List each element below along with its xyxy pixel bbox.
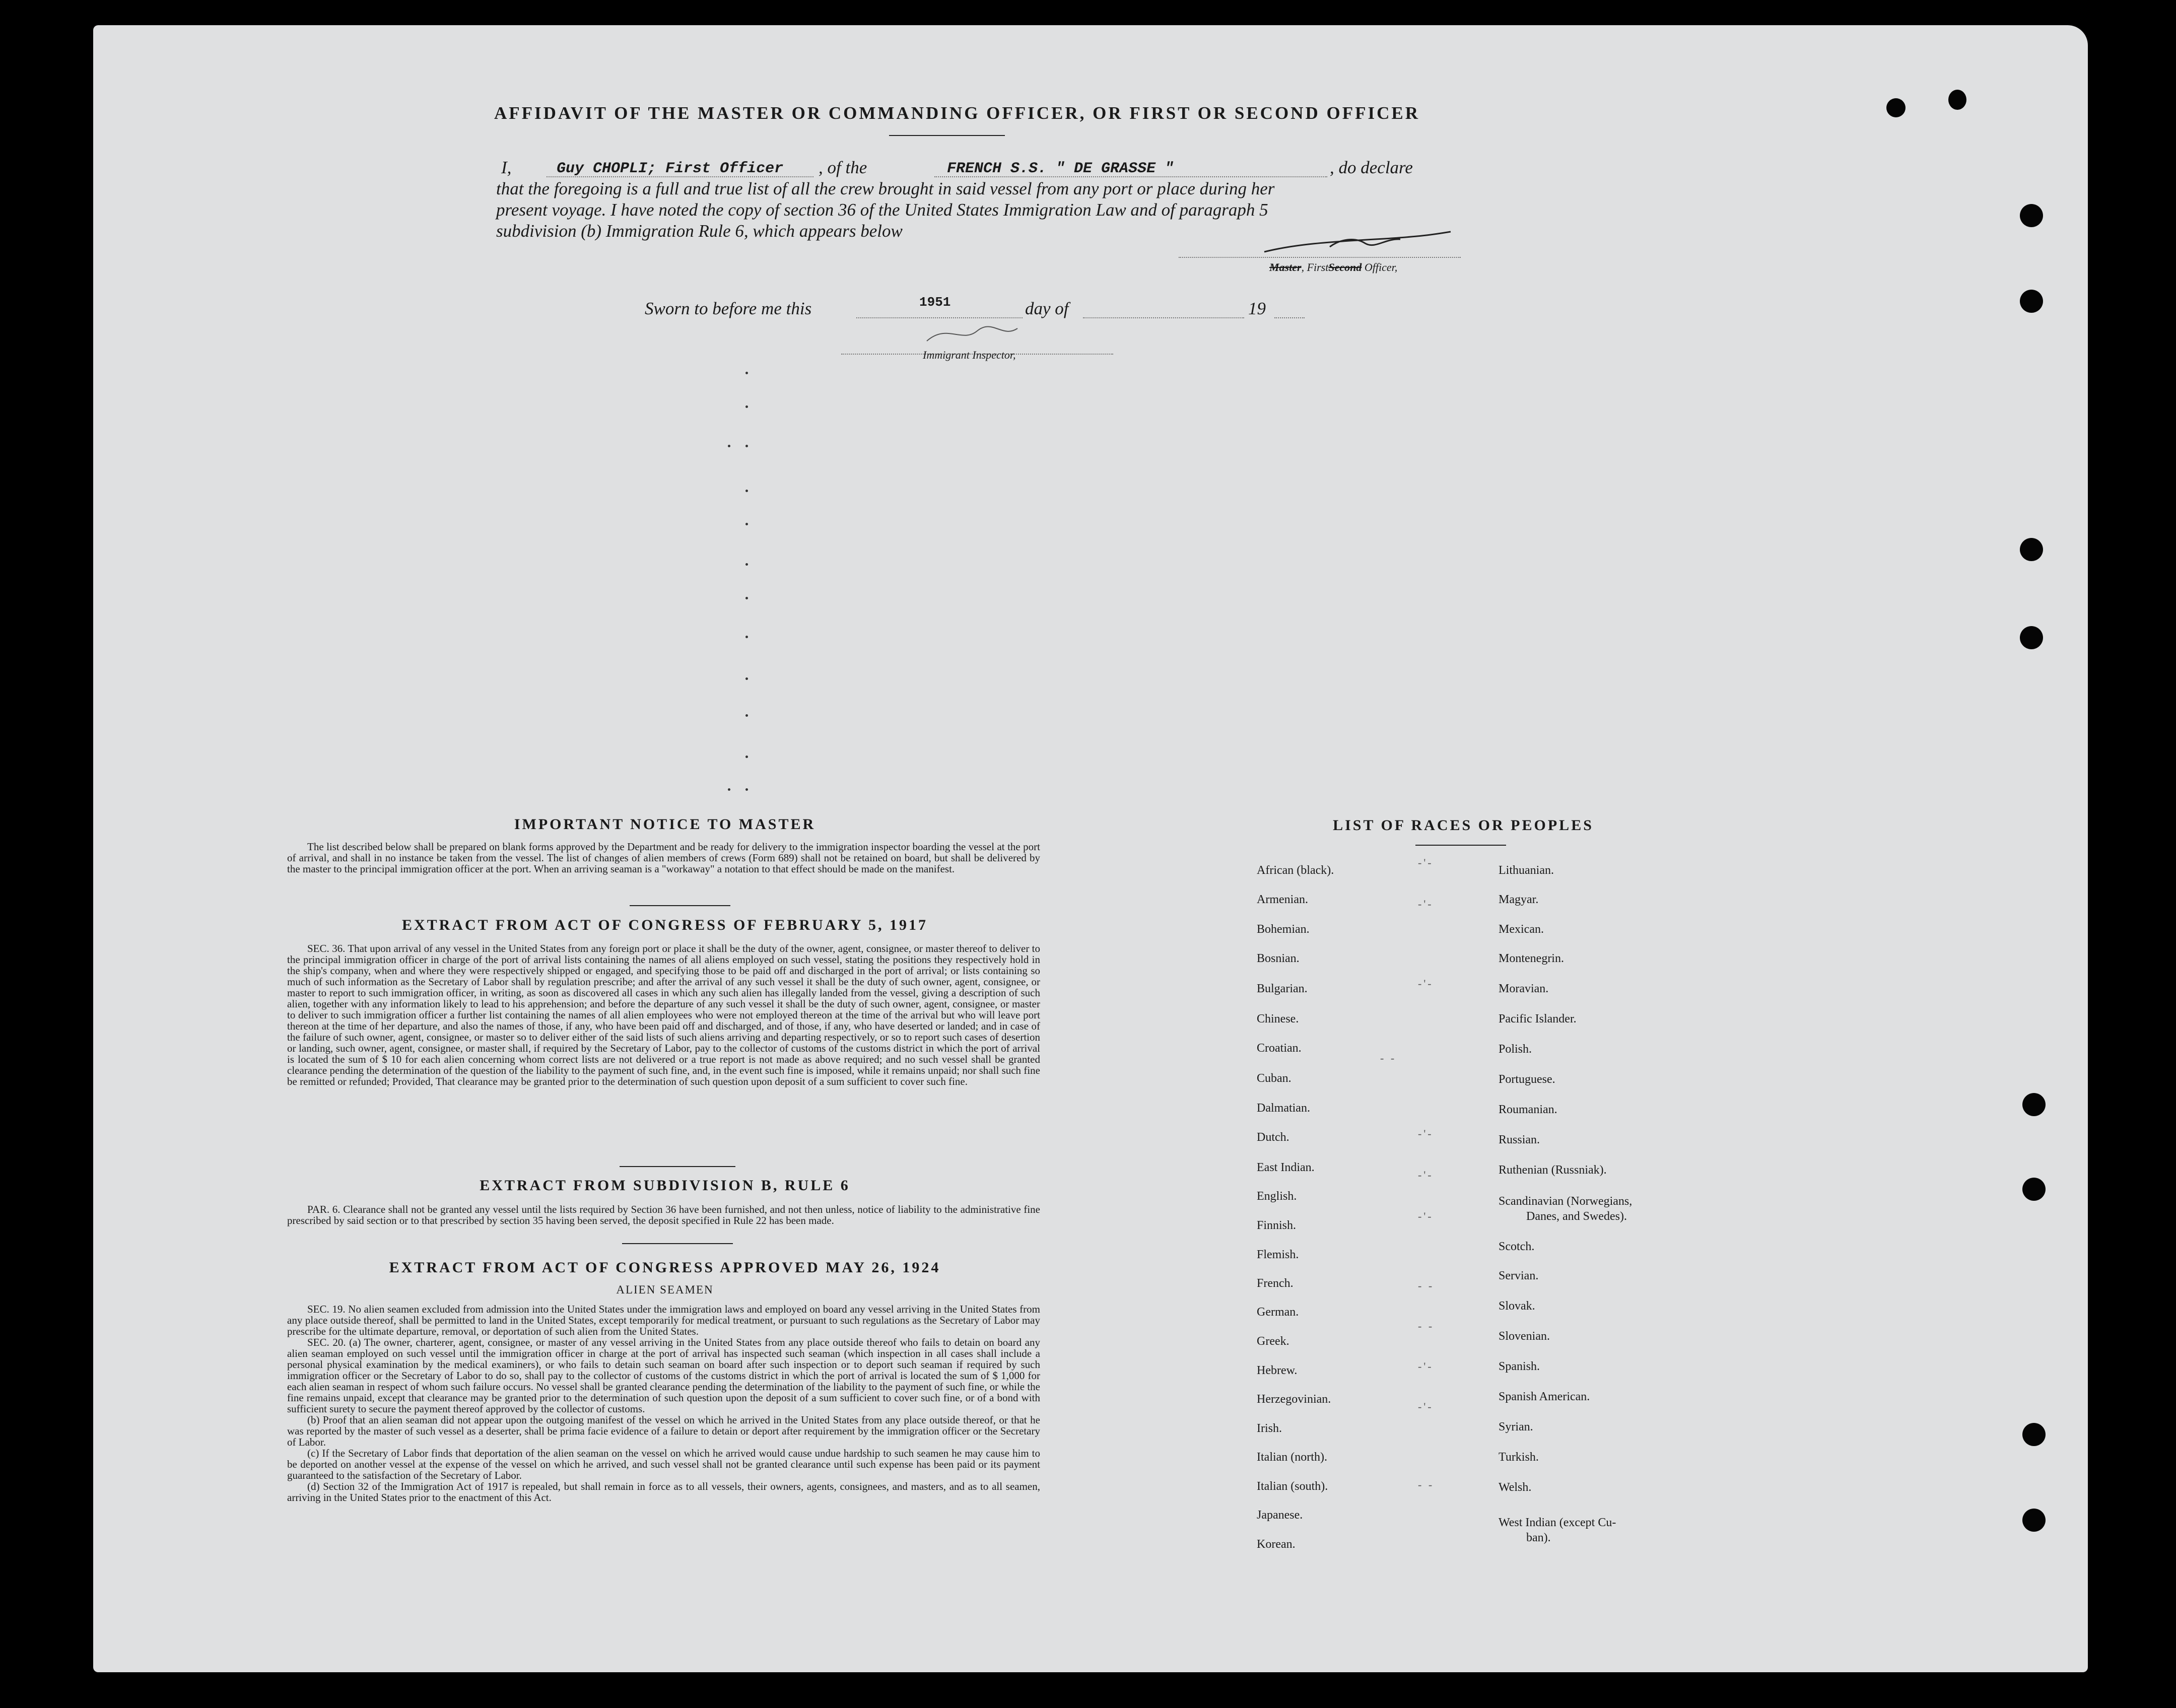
stray-mark: [745, 714, 748, 717]
race-item: Moravian.: [1499, 982, 1549, 995]
declaration-line-2: that the foregoing is a full and true list of all the crew brought in said vessel from any port or place during her: [496, 179, 1275, 198]
race-item: Lithuanian.: [1499, 864, 1554, 877]
act1917-body: [287, 943, 1040, 1087]
stray-mark: -'-: [1418, 1169, 1434, 1181]
rule6-body: [287, 1204, 1040, 1226]
stray-mark: [745, 372, 748, 374]
act1917-divider: [620, 1166, 735, 1167]
punch-hole: [2020, 538, 2043, 561]
stray-mark: [745, 405, 748, 408]
race-item: English.: [1257, 1190, 1297, 1203]
officer-label: Officer,: [1364, 261, 1398, 274]
act1924-section-20a: SEC. 20. (a) The owner, charterer, agent, consignee, or master of any vessel arriving in the United States from any place outside thereof who fails to detain on board any alien seaman employed on such vessel until the immigration officer in charge at the port of arrival has inspected such seaman (which inspection in all cases shall include a personal physical examination by the medical examiners), or who fails to detain such seaman on board after such inspection or to deport such seaman if required by such immigration officer or the Secretary of Labor to do so, shall pay to the collector of customs of the customs district in which the port of arrival is located the sum of $ 1,000 for each alien seaman in respect of whom such failure occurs. No vessel shall be granted clearance pending the determination of the liability to the payment of such fine, or while the fine remains unpaid, except that clearance may be granted prior to the determination of such question upon the deposit of a sum sufficient to cover such fine, or of a bond with sufficient surety to secure the payment thereof approved by the collector of customs.: [287, 1336, 1040, 1415]
punch-hole: [1948, 90, 1966, 110]
race-item: Bohemian.: [1257, 923, 1310, 936]
punch-hole: [2020, 290, 2043, 313]
race-item: Armenian.: [1257, 893, 1308, 906]
race-item: Mexican.: [1499, 923, 1544, 936]
race-item: Pacific Islander.: [1499, 1012, 1577, 1026]
race-item: Polish.: [1499, 1043, 1532, 1056]
notice-header: IMPORTANT NOTICE TO MASTER: [514, 816, 816, 833]
race-item: Finnish.: [1257, 1219, 1297, 1232]
race-item: Italian (north).: [1257, 1451, 1327, 1464]
notice-divider: [630, 905, 730, 906]
race-item: Slovak.: [1499, 1300, 1535, 1313]
vessel-underline: [934, 176, 1327, 177]
stray-mark: - -: [1418, 1320, 1435, 1332]
race-item: Turkish.: [1499, 1451, 1539, 1464]
race-item: Welsh.: [1499, 1481, 1532, 1494]
stray-mark: [745, 563, 748, 566]
stray-mark: [745, 490, 748, 492]
stray-mark: -'-: [1418, 977, 1434, 990]
stray-mark: [745, 523, 748, 525]
race-item: Dutch.: [1257, 1131, 1289, 1144]
punch-hole: [2022, 1093, 2046, 1116]
stray-mark: -'-: [1418, 856, 1434, 869]
race-item: Hebrew.: [1257, 1364, 1298, 1377]
race-item: Syrian.: [1499, 1420, 1533, 1433]
declaration-line-3: present voyage. I have noted the copy of section 36 of the United States Immigration Law and of paragraph 5: [496, 200, 1268, 220]
punch-hole: [1886, 98, 1906, 117]
act1924-header: EXTRACT FROM ACT OF CONGRESS APPROVED MAY 26, 1924: [389, 1259, 941, 1276]
act1917-section-36: SEC. 36. That upon arrival of any vessel in the United States from any foreign port or place it shall be the duty of the owner, agent, consignee, or master thereof to deliver to the principal immigration officer in charge of the port of arrival lists containing the names of all aliens employed on such vessel, stating the positions they respectively hold in the ship's company, when and where they were respectively shipped or engaged, and specifying those to be paid off and discharged in the port of arrival; or lists containing so much of such information as the Secretary of Labor shall by regulation prescribe; and after the arrival of any such vessel it shall be the duty of such owner, agent, consignee, or master to report to such immigration officer, in writing, as soon as discovered all cases in which any such alien has illegally landed from the vessel, giving a description of such alien, together with any information likely to lead to his apprehension; and before the departure of any such vessel it shall be the duty of such owner, agent, consignee, or master to deliver to such immigration officer a further list containing the names of all alien employees who were not employed thereon at the time of the arrival but who will leave port thereon at the time of her departure, and also the names of those, if any, who have been paid off and discharged, and of those, if any, who have deserted or landed; and in case of the failure of such owner, agent, consignee, or master so to deliver either of the said lists of such aliens arriving and departing respectively, or so to report such cases of desertion or landing, such owner, agent, consignee, or master shall, if required by the Secretary of Labor, pay to the collector of customs of the customs district in which the port of arrival is located the sum of $ 10 for each alien concerning whom correct lists are not delivered or a true report is not made as above required; and no such vessel shall be granted clearance pending the determination of the question of the liability to the payment of such fine, and, in the event such fine is imposed, while it remains unpaid; nor shall such fine be remitted or refunded; Provided, That clearance may be granted prior to the determination of such question upon deposit of a sum sufficient to cover such fine.: [287, 942, 1040, 1087]
stray-mark: [745, 445, 748, 447]
struck-second: Second: [1328, 261, 1362, 274]
stray-mark: - -: [1418, 1279, 1435, 1292]
day-of-label: day of: [1025, 299, 1069, 318]
name-underline: [547, 176, 813, 177]
title-divider: [889, 135, 1005, 136]
rule6-paragraph-6: PAR. 6. Clearance shall not be granted any vessel until the lists required by Section 36 have been furnished, and not then unless, notice of liability to the administrative fine prescribed by said section or to that prescribed by section 35 having been served, the deposit specified in Rule 22 has been made.: [287, 1203, 1040, 1226]
race-item: Korean.: [1257, 1538, 1296, 1551]
signature-line: [1179, 257, 1461, 258]
i-label: I,: [501, 158, 512, 177]
race-item: Cuban.: [1257, 1072, 1291, 1085]
act1924-section-20d: (d) Section 32 of the Immigration Act of 1917 is repealed, but shall remain in force as to all vessels, their owners, agents, consignees, and masters, and as to all seamen, arriving in the United States prior to the enactment of this Act.: [287, 1480, 1040, 1504]
punch-hole: [2022, 1509, 2046, 1532]
race-item: Greek.: [1257, 1335, 1289, 1348]
year-underline: [1274, 317, 1305, 318]
race-item: Chinese.: [1257, 1012, 1299, 1026]
race-item: Russian.: [1499, 1133, 1540, 1146]
punch-hole: [2020, 204, 2043, 227]
race-item: Flemish.: [1257, 1248, 1299, 1261]
race-item: African (black).: [1257, 864, 1334, 877]
year-stamp: 1951: [919, 295, 951, 310]
rule6-divider: [622, 1243, 733, 1244]
signature-caption: [1269, 261, 1397, 274]
officer-signature: [1254, 224, 1456, 264]
race-item: ban).: [1526, 1531, 1551, 1544]
act1917-header: EXTRACT FROM ACT OF CONGRESS OF FEBRUARY 5, 1917: [401, 917, 928, 933]
notice-paragraph: The list described below shall be prepared on blank forms approved by the Department and be ready for delivery to the immigration inspector boarding the vessel at the port of arrival, and shall in no instance be taken from the vessel. The list of changes of alien members of crews (Form 689) shall not be retained on board, but shall be delivered by the master to the principal immigration officer at the port. When an arriving seaman is a "workaway" a notation to that effect should be made on the manifest.: [287, 841, 1040, 875]
notice-body: [287, 841, 1040, 874]
stray-mark: [745, 636, 748, 638]
act1924-section-20c: (c) If the Secretary of Labor finds that deportation of the alien seaman on the vessel on which he arrived would cause undue hardship to such seamen he may cause him to be deported on another vessel at the expense of the vessel on which he arrived, and such vessel shall not be granted clearance until such expense has been paid or its payment guaranteed to the satisfaction of the Secretary of Labor.: [287, 1447, 1040, 1481]
stray-mark: [745, 788, 748, 791]
affidavit-title: AFFIDAVIT OF THE MASTER OR COMMANDING OFFICER, OR FIRST OR SECOND OFFICER: [494, 103, 1420, 123]
stray-mark: [728, 445, 730, 447]
stray-mark: -'-: [1418, 1360, 1434, 1373]
stray-mark: -'-: [1418, 1400, 1434, 1413]
race-item: Portuguese.: [1499, 1073, 1555, 1086]
act1924-section-19: SEC. 19. No alien seamen excluded from admission into the United States under the immigration laws and employed on board any vessel arriving in the United States from any place outside thereof, shall be permitted to land in the United States, except temporarily for medical treatment, or pursuant to such regulations as the Secretary of Labor may prescribe for the ultimate departure, removal, or deportation of such alien from the United States.: [287, 1303, 1040, 1337]
race-item: Spanish American.: [1499, 1390, 1590, 1403]
race-item: Servian.: [1499, 1269, 1539, 1282]
stray-mark: - -: [1418, 1478, 1435, 1491]
year-prefix: 19: [1248, 299, 1266, 318]
stray-mark: -'-: [1418, 898, 1434, 910]
race-item: Slovenian.: [1499, 1330, 1550, 1343]
vessel-name-field: FRENCH S.S. " DE GRASSE ": [947, 160, 1174, 177]
act1924-body: [287, 1304, 1040, 1503]
inspector-label: Immigrant Inspector,: [923, 349, 1016, 361]
race-item: Spanish.: [1499, 1360, 1540, 1373]
race-item: German.: [1257, 1306, 1299, 1319]
race-item: Bosnian.: [1257, 952, 1300, 965]
declaration-line-1: [496, 157, 1453, 178]
races-header: LIST OF RACES OR PEOPLES: [1333, 817, 1594, 834]
sworn-label: Sworn to before me this: [645, 299, 812, 318]
declaration-line-4: subdivision (b) Immigration Rule 6, which appears below: [496, 221, 903, 241]
punch-hole: [2020, 626, 2043, 649]
race-item: Roumanian.: [1499, 1103, 1557, 1116]
race-item: French.: [1257, 1277, 1294, 1290]
races-divider: [1415, 845, 1506, 846]
stray-mark: -'-: [1418, 1210, 1434, 1222]
race-item: Japanese.: [1257, 1509, 1303, 1522]
of-the-label: , of the: [819, 158, 867, 177]
stray-mark: -'-: [1418, 1127, 1434, 1140]
race-item: East Indian.: [1257, 1161, 1315, 1174]
first-label: , First: [1301, 261, 1329, 274]
punch-hole: [2022, 1178, 2046, 1201]
race-item: Croatian.: [1257, 1042, 1302, 1055]
act1924-subheader: ALIEN SEAMEN: [616, 1283, 714, 1296]
struck-master: Master: [1269, 261, 1302, 274]
stray-mark: - -: [1380, 1052, 1397, 1064]
race-item: Irish.: [1257, 1422, 1282, 1435]
do-declare-label: , do declare: [1330, 158, 1413, 177]
stray-mark: [745, 677, 748, 680]
race-item: Ruthenian (Russniak).: [1499, 1164, 1607, 1177]
month-underline: [1083, 317, 1244, 318]
officer-name-field: Guy CHOPLI; First Officer: [557, 160, 784, 177]
punch-hole: [2022, 1423, 2046, 1446]
stray-mark: [745, 597, 748, 599]
race-item: Scotch.: [1499, 1240, 1535, 1253]
race-item: Italian (south).: [1257, 1480, 1328, 1493]
race-item: Bulgarian.: [1257, 982, 1308, 995]
race-item: West Indian (except Cu-: [1499, 1516, 1616, 1529]
race-item: Magyar.: [1499, 893, 1539, 906]
inspector-signature: [917, 318, 1043, 349]
rule6-header: EXTRACT FROM SUBDIVISION B, RULE 6: [480, 1177, 850, 1194]
race-item: Scandinavian (Norwegians,: [1499, 1195, 1633, 1208]
race-item: Montenegrin.: [1499, 952, 1564, 965]
stray-mark: [728, 788, 730, 791]
act1924-section-20b: (b) Proof that an alien seaman did not appear upon the outgoing manifest of the vessel on which he arrived in the United States from any place outside thereof, or that he was reported by the master of such vessel as a deserter, shall be prima facie evidence of a failure to detain or deport after requirement by the immigration officer or the Secretary of Labor.: [287, 1414, 1040, 1448]
stray-mark: [745, 756, 748, 758]
race-item: Herzegovinian.: [1257, 1393, 1331, 1406]
race-item: Danes, and Swedes).: [1526, 1210, 1627, 1223]
race-item: Dalmatian.: [1257, 1102, 1310, 1115]
